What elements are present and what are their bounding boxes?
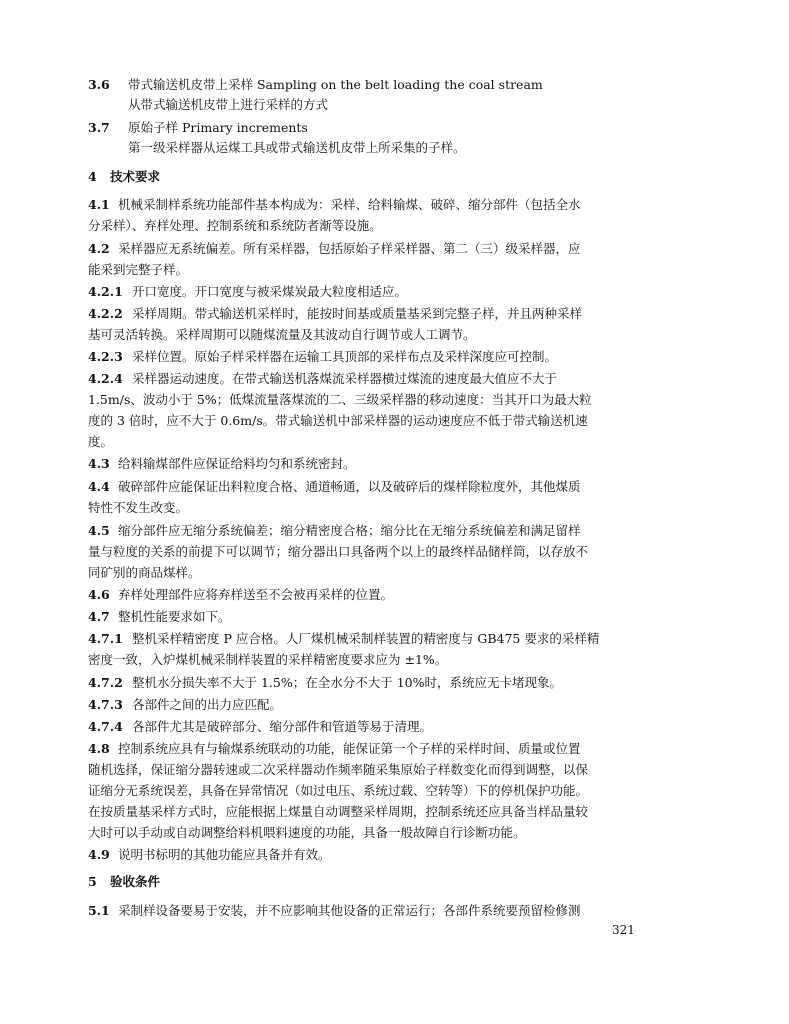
clause-4-7-2: 4.7.2 整机水分损失率不大于 1.5%；在全水分不大于 10%时，系统应无卡堵现象。 — [88, 675, 562, 690]
clause-4-7-1-line-2: 密度一致，入炉煤机械采制样装置的采样精密度要求应为 ±1%。 — [88, 652, 448, 667]
section-5-heading: 5 验收条件 — [88, 874, 161, 889]
clause-4-2-1: 4.2.1 开口宽度。开口宽度与被采煤炭最大粒度相适应。 — [88, 284, 408, 299]
clause-4-2-4-line-3: 度的 3 倍时，应不大于 0.6m/s。带式输送机中部采样器的运动速度应不低于带式输送机速 — [88, 413, 588, 428]
clause-4-7: 4.7 整机性能要求如下。 — [88, 609, 231, 624]
clause-4-7-1-line-1: 4.7.1 整机采样精密度 P 应合格。人厂煤机械采制样装置的精密度与 GB475 要求的采样精 — [88, 631, 600, 646]
clause-4-6: 4.6 弃样处理部件应将弃样送至不会被再采样的位置。 — [88, 587, 394, 602]
clause-4-5-line-2: 量与粒度的关系的前提下可以调节；缩分器出口具备两个以上的最终样品储样筒，以存放不 — [88, 544, 589, 559]
clause-4-5-line-1: 4.5 缩分部件应无缩分系统偏差；缩分精密度合格；缩分比在无缩分系统偏差和满足留样 — [88, 523, 581, 538]
clause-4-3: 4.3 给料输煤部件应保证给料均匀和系统密封。 — [88, 456, 356, 471]
clause-4-2-2-line-2: 基可灵活转换。采样周期可以随煤流量及其波动自行调节或人工调节。 — [88, 327, 476, 342]
clause-4-8-line-4: 在按质量基采样方式时，应能根据上煤量自动调整采样周期，控制系统还应具备当样品量较 — [88, 804, 589, 819]
clause-3-7: 3.7 原始子样 Primary increments — [88, 120, 308, 135]
clause-4-8-line-3: 证缩分无系统误差，具备在异常情况（如过电压、系统过载、空转等）下的停机保护功能。 — [88, 783, 589, 798]
clause-4-5-line-3: 同矿别的商品煤样。 — [88, 565, 201, 580]
clause-4-8-line-2: 随机选择，保证缩分器转速或二次采样器动作频率随采集原始子样数变化而得到调整，以保 — [88, 762, 589, 777]
clause-4-1-line-2: 分采样）、弃样处理、控制系统和系统防者渐等设施。 — [88, 218, 382, 233]
clause-4-1-line-1: 4.1 机械采制样系统功能部件基本构成为：采样、给料输煤、破碎、缩分部件（包括全水 — [88, 197, 581, 212]
clause-4-9: 4.9 说明书标明的其他功能应具备并有效。 — [88, 847, 331, 862]
clause-4-2-4-line-2: 1.5m/s、波动小于 5%；低煤流量落煤流的二、三级采样器的移动速度：当其开口为最大粒 — [88, 392, 592, 407]
clause-4-4-line-2: 特性不发生改变。 — [88, 500, 189, 515]
clause-4-2-3: 4.2.3 采样位置。原始子样采样器在运输工具顶部的采样布点及采样深度应可控制。 — [88, 349, 558, 364]
clause-4-2-line-2: 能采到完整子样。 — [88, 262, 189, 277]
clause-3-6-definition: 从带式输送机皮带上进行采样的方式 — [128, 97, 329, 112]
section-4-heading: 4 技术要求 — [88, 169, 161, 184]
clause-4-7-3: 4.7.3 各部件之间的出力应匹配。 — [88, 697, 283, 712]
clause-4-7-4: 4.7.4 各部件尤其是破碎部分、缩分部件和管道等易于清理。 — [88, 719, 433, 734]
clause-4-4-line-1: 4.4 破碎部件应能保证出料粒度合格、通道畅通，以及破碎后的煤样除粒度外，其他煤质 — [88, 479, 581, 494]
page-number: 321 — [612, 923, 635, 937]
clause-4-8-line-1: 4.8 控制系统应具有与输煤系统联动的功能，能保证第一个子样的采样时间、质量或位置 — [88, 741, 581, 756]
clause-3-7-definition: 第一级采样器从运煤工具或带式输送机皮带上所采集的子样。 — [128, 140, 466, 155]
clause-5-1: 5.1 采制样设备要易于安装，并不应影响其他设备的正常运行；各部件系统要预留检修测 — [88, 903, 581, 918]
clause-3-6: 3.6 带式输送机皮带上采样 Sampling on the belt loading the coal stream — [88, 77, 543, 92]
clause-4-8-line-5: 大时可以手动或自动调整给料机喂料速度的功能，具备一般故障自行诊断功能。 — [88, 825, 526, 840]
clause-4-2-line-1: 4.2 采样器应无系统偏差。所有采样器，包括原始子样采样器、第二（三）级采样器，应 — [88, 241, 581, 256]
clause-4-2-4-line-1: 4.2.4 采样器运动速度。在带式输送机落煤流采样器横过煤流的速度最大值应不大于 — [88, 371, 558, 386]
clause-4-2-4-line-4: 度。 — [88, 434, 114, 449]
clause-4-2-2-line-1: 4.2.2 采样周期。带式输送机采样时，能按时间基或质量基采到完整子样，并且两种采样 — [88, 306, 583, 321]
